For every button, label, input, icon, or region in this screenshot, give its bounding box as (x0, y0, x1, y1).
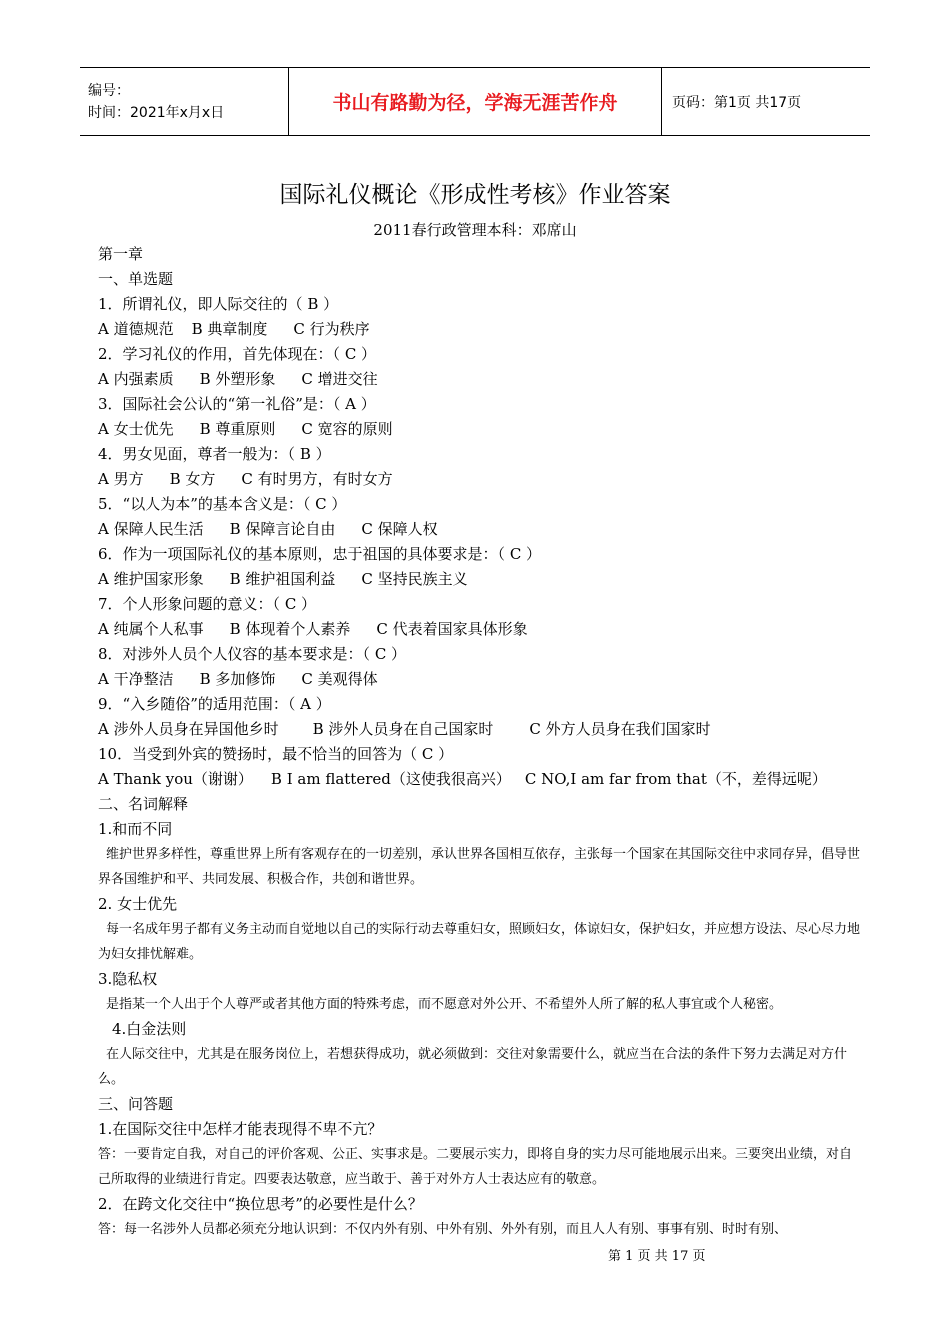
option-row (98, 467, 862, 492)
term-heading: 4.白金法则 (112, 1020, 187, 1038)
question-text: 9．“入乡随俗”的适用范围：（ A ） (98, 695, 331, 713)
header-table (80, 67, 870, 136)
number-label: 编号： (88, 82, 130, 99)
option-c: C 保障人权 (361, 520, 438, 538)
option-a: A 男方 (98, 470, 144, 488)
option-a: A 干净整洁 (98, 670, 174, 688)
qa-answer: 答：一要肯定自我，对自己的评价客观、公正、实事求是。二要展示实力，即将自身的实力尽可能地展示出来。三要突出业绩，对自己所取得的业绩进行肯定。四要表达敬意，应当敢于、善于对外方人士表达应有的敬意。 (98, 1147, 853, 1187)
question-text: 7．个人形象问题的意义：（ C ） (98, 595, 317, 613)
section-heading: 三、问答题 (98, 1095, 174, 1113)
qa-question: 2．在跨文化交往中“换位思考”的必要性是什么？ (98, 1195, 423, 1213)
option-row (98, 517, 862, 542)
question-text: 8．对涉外人员个人仪容的基本要求是：（ C ） (98, 645, 407, 663)
option-b: B 典章制度 (191, 320, 268, 338)
section-heading: 二、名词解释 (98, 795, 189, 813)
term-definition: 在人际交往中，尤其是在服务岗位上，若想获得成功，就必须做到：交往对象需要什么，就应当在合法的条件下努力去满足对方什么。 (98, 1047, 848, 1087)
option-c: C 坚持民族主义 (361, 570, 468, 588)
term-definition: 是指某一个人出于个人尊严或者其他方面的特殊考虑，而不愿意对外公开、不希望外人所了解的私人事宜或个人秘密。 (106, 997, 783, 1012)
option-c: C 美观得体 (301, 670, 378, 688)
option-row (98, 667, 862, 692)
option-c: C 外方人员身在我们国家时 (529, 720, 711, 738)
header-left-cell (80, 68, 289, 136)
option-b: B 涉外人员身在自己国家时 (312, 720, 494, 738)
document-body (98, 242, 862, 1242)
option-row (98, 367, 862, 392)
time-label: 时间：2021年x月x日 (88, 104, 225, 121)
option-b: B 女方 (169, 470, 216, 488)
question-text: 2．学习礼仪的作用，首先体现在：（ C ） (98, 345, 377, 363)
term-list (98, 817, 862, 1092)
option-b: B 维护祖国利益 (229, 570, 336, 588)
option-c: C NO,I am far from that（不，差得远呢） (524, 770, 827, 788)
option-row (98, 617, 862, 642)
page-label: 页码：第1页 共17页 (662, 68, 871, 136)
option-row (98, 417, 862, 442)
question-list (98, 292, 862, 792)
term-definition: 维护世界多样性，尊重世界上所有客观存在的一切差别，承认世界各国相互依存，主张每一个国家在其国际交往中求同存异，倡导世界各国维护和平、共同发展、积极合作，共创和谐世界。 (98, 847, 861, 887)
term-heading: 2. 女士优先 (98, 895, 178, 913)
option-c: C 有时男方，有时女方 (241, 470, 393, 488)
option-b: B 尊重原则 (199, 420, 276, 438)
option-b: B 外塑形象 (199, 370, 276, 388)
chapter-heading: 第一章 (98, 245, 144, 263)
option-a: A Thank you（谢谢） (98, 770, 253, 788)
term-heading: 3.隐私权 (98, 970, 158, 988)
option-c: C 增进交往 (301, 370, 378, 388)
section-heading: 一、单选题 (98, 270, 174, 288)
document-subtitle: 2011春行政管理本科：邓席山 (373, 221, 577, 239)
option-row (98, 317, 862, 342)
question-text: 4．男女见面，尊者一般为：（ B ） (98, 445, 331, 463)
option-a: A 保障人民生活 (98, 520, 204, 538)
option-b: B 保障言论自由 (229, 520, 336, 538)
option-b: B I am flattered（这使我很高兴） (270, 770, 511, 788)
option-b: B 体现着个人素养 (229, 620, 351, 638)
term-definition: 每一名成年男子都有义务主动而自觉地以自己的实际行动去尊重妇女，照顾妇女，体谅妇女，保护妇女，并应想方设法、尽心尽力地为妇女排忧解难。 (98, 922, 861, 962)
question-text: 10．当受到外宾的赞扬时，最不恰当的回答为（ C ） (98, 745, 454, 763)
question-text: 6．作为一项国际礼仪的基本原则，忠于祖国的具体要求是：（ C ） (98, 545, 542, 563)
option-b: B 多加修饰 (199, 670, 276, 688)
option-a: A 道德规范 (98, 320, 174, 338)
option-c: C 代表着国家具体形象 (376, 620, 528, 638)
option-a: A 涉外人员身在异国他乡时 (98, 720, 279, 738)
option-row (98, 767, 862, 792)
option-c: C 宽容的原则 (301, 420, 393, 438)
option-row (98, 567, 862, 592)
document-title: 国际礼仪概论《形成性考核》作业答案 (279, 182, 671, 208)
question-text: 3．国际社会公认的“第一礼俗”是：（ A ） (98, 395, 376, 413)
option-a: A 纯属个人私事 (98, 620, 204, 638)
term-heading: 1.和而不同 (98, 820, 173, 838)
option-c: C 行为秩序 (293, 320, 370, 338)
option-row (98, 717, 862, 742)
question-text: 1．所谓礼仪，即人际交往的（ B ） (98, 295, 339, 313)
option-a: A 内强素质 (98, 370, 174, 388)
page-footer: 第 1 页 共 17 页 (608, 1249, 706, 1264)
option-a: A 女士优先 (98, 420, 174, 438)
qa-question: 1.在国际交往中怎样才能表现得不卑不亢？ (98, 1120, 383, 1138)
qa-list (98, 1117, 862, 1242)
qa-answer: 答：每一名涉外人员都必须充分地认识到：不仅内外有别、中外有别、外外有别，而且人人有别、事事有别、时时有别、 (98, 1222, 788, 1237)
motto: 书山有路勤为径，学海无涯苦作舟 (289, 68, 662, 136)
option-a: A 维护国家形象 (98, 570, 204, 588)
question-text: 5．“以人为本”的基本含义是：（ C ） (98, 495, 347, 513)
